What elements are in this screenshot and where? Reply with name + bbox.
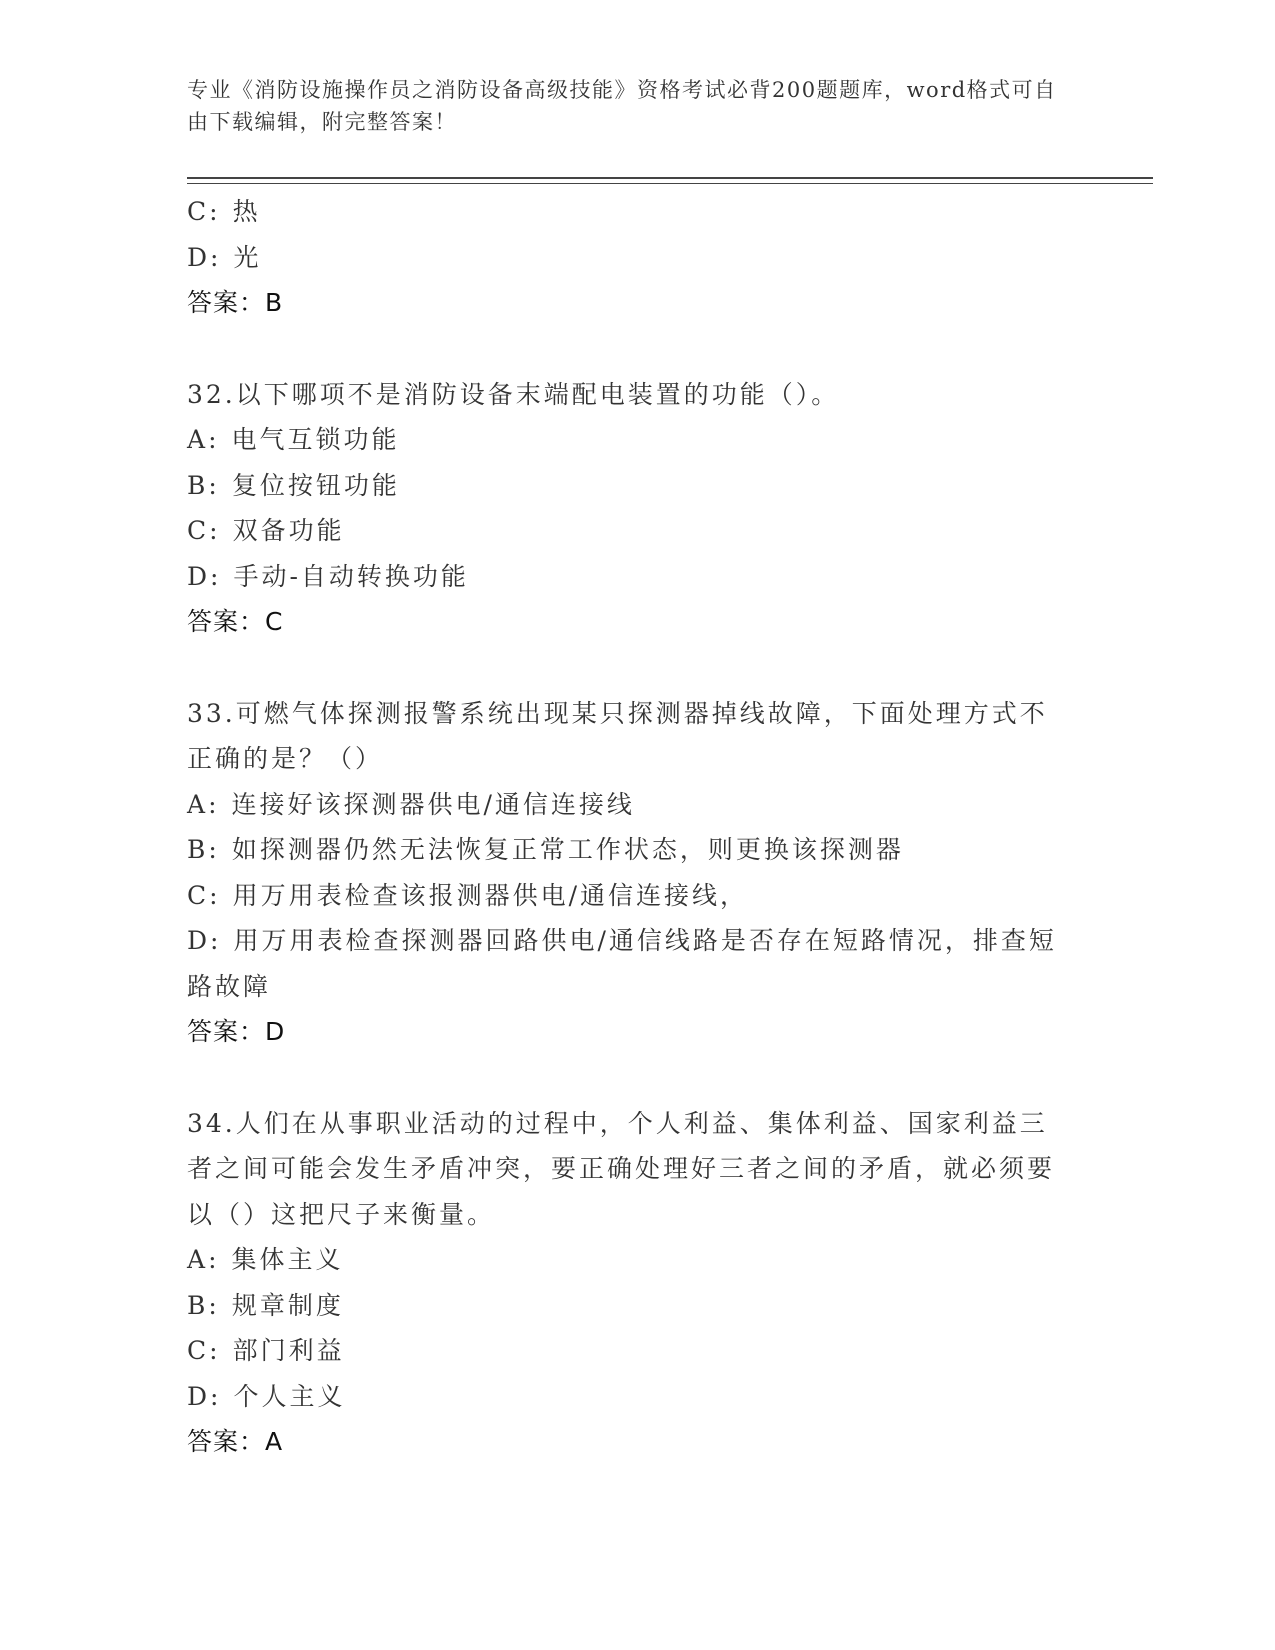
option-c: C : 部门利益 bbox=[187, 1336, 345, 1365]
option-b: B : 如探测器仍然无法恢复正常工作状态，则更换该探测器 bbox=[187, 835, 904, 864]
answer-line: 答案：B bbox=[187, 288, 284, 317]
option-c: C : 热 bbox=[187, 197, 261, 226]
answer-line: 答案：A bbox=[187, 1427, 284, 1456]
question-text: 33.可燃气体探测报警系统出现某只探测器掉线故障，下面处理方式不正确的是？（） bbox=[187, 698, 1048, 773]
document-header: 专业《消防设施操作员之消防设备高级技能》资格考试必背200题题库，word格式可自由下载编辑，附完整答案！ bbox=[187, 78, 1057, 134]
option-a: A : 连接好该探测器供电/通信连接线 bbox=[187, 789, 635, 819]
option-d: D: 用万用表检查探测器回路供电/通信线路是否存在短路情况，排查短路故障 bbox=[187, 926, 1057, 1001]
answer-line: 答案：C bbox=[187, 607, 284, 636]
question-32 bbox=[187, 372, 1067, 645]
option-b: B : 复位按钮功能 bbox=[187, 470, 400, 500]
option-c: C : 双备功能 bbox=[187, 516, 345, 545]
option-d: D : 光 bbox=[187, 242, 262, 272]
option-b: B : 规章制度 bbox=[187, 1290, 344, 1320]
question-33 bbox=[187, 691, 1067, 1055]
question-text: 32.以下哪项不是消防设备末端配电装置的功能（）。 bbox=[187, 379, 840, 409]
header-divider-thin bbox=[187, 183, 1153, 184]
document-body bbox=[187, 189, 1067, 1465]
option-a: A : 电气互锁功能 bbox=[187, 425, 400, 454]
question-34 bbox=[187, 1101, 1067, 1465]
option-a: A : 集体主义 bbox=[187, 1245, 344, 1274]
question-text: 34.人们在从事职业活动的过程中，个人利益、集体利益、国家利益三者之间可能会发生矛盾冲突，要正确处理好三者之间的矛盾，就必须要以（）这把尺子来衡量。 bbox=[187, 1108, 1056, 1229]
partial-question bbox=[187, 189, 1067, 326]
header-divider-thick bbox=[187, 177, 1153, 179]
option-d: D : 个人主义 bbox=[187, 1381, 346, 1411]
answer-line: 答案：D bbox=[187, 1017, 286, 1046]
option-d: D : 手动-自动转换功能 bbox=[187, 561, 469, 591]
option-c: C : 用万用表检查该报测器供电/通信连接线， bbox=[187, 880, 749, 910]
